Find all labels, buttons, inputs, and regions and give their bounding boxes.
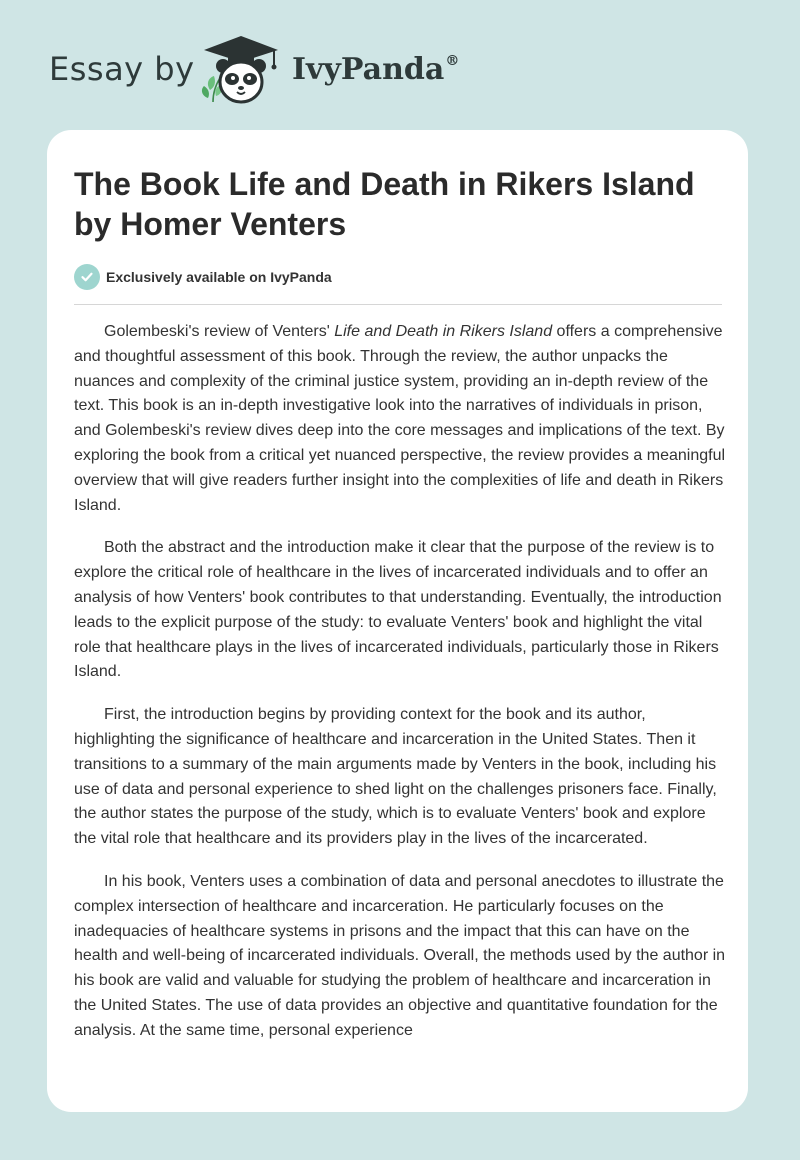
paragraph-1 — [74, 320, 726, 518]
essay-card — [47, 130, 748, 1112]
paragraph-1-rest: offers a comprehensive and thoughtful assessment of this book. Through the review, the author unpacks the nuances and complexity of the criminal justice system, providing an in-depth review of the text. This book is an in-depth investigative look into the narratives of individuals in prison, and Golembeski's review dives deep into the core messages and implications of the text. By exploring the book from a critical yet nuanced perspective, the review provides a meaningful overview that will give readers further insight into the complexities of life and death in Rikers Island. — [74, 323, 726, 514]
book-title-italic: Life and Death in Rikers Island — [334, 323, 553, 340]
paragraph-4: In his book, Venters uses a combination of data and personal anecdotes to illustrate the complex intersection of healthcare and incarceration. He particularly focuses on the inadequacies of healthcare systems in prisons and the impact that this can have on the health and well-being of incarcerated individuals. Overall, the methods used by the author in his book are valid and valuable for studying the problem of healthcare and incarceration in the United States. The use of data provides an objective and quantitative foundation for the analysis. At the same time, personal experience — [74, 872, 726, 1039]
check-circle-icon — [74, 264, 100, 290]
paragraph-3: First, the introduction begins by providing context for the book and its author, highlighting the significance of healthcare and incarceration in the United States. Then it transitions to a summary of the main arguments made by Venters in the book, including his use of data and personal experience to shed light on the challenges prisoners face. Finally, the author states the purpose of the study, which is to evaluate Venters' book and explore the vital role that healthcare and its providers play in the lives of the incarcerated. — [74, 706, 717, 848]
essay-body — [74, 320, 726, 1062]
registered-mark: ® — [445, 53, 460, 69]
brand-name-text: IvyPanda — [292, 52, 445, 87]
exclusive-badge — [74, 264, 332, 290]
paragraph-1-lead: Golembeski's review of Venters' — [104, 323, 335, 340]
brand-name[interactable] — [292, 52, 459, 87]
exclusive-badge-text: Exclusively available on IvyPanda — [106, 269, 332, 285]
essay-title: The Book Life and Death in Rikers Island by Homer Venters — [74, 166, 695, 242]
essay-by-label: Essay by — [49, 50, 195, 88]
title-divider — [74, 304, 722, 305]
site-header — [0, 0, 800, 128]
paragraph-2: Both the abstract and the introduction make it clear that the purpose of the review is to explore the critical role of healthcare in the lives of incarcerated individuals and to offer an analysis of how Venters' book contributes to that understanding. Eventually, the introduction leads to the explicit purpose of the study: to evaluate Venters' book and highlight the vital role that healthcare plays in the lives of incarcerated individuals, particularly those in Rikers Island. — [74, 539, 722, 681]
panda-graduate-icon — [198, 32, 284, 108]
